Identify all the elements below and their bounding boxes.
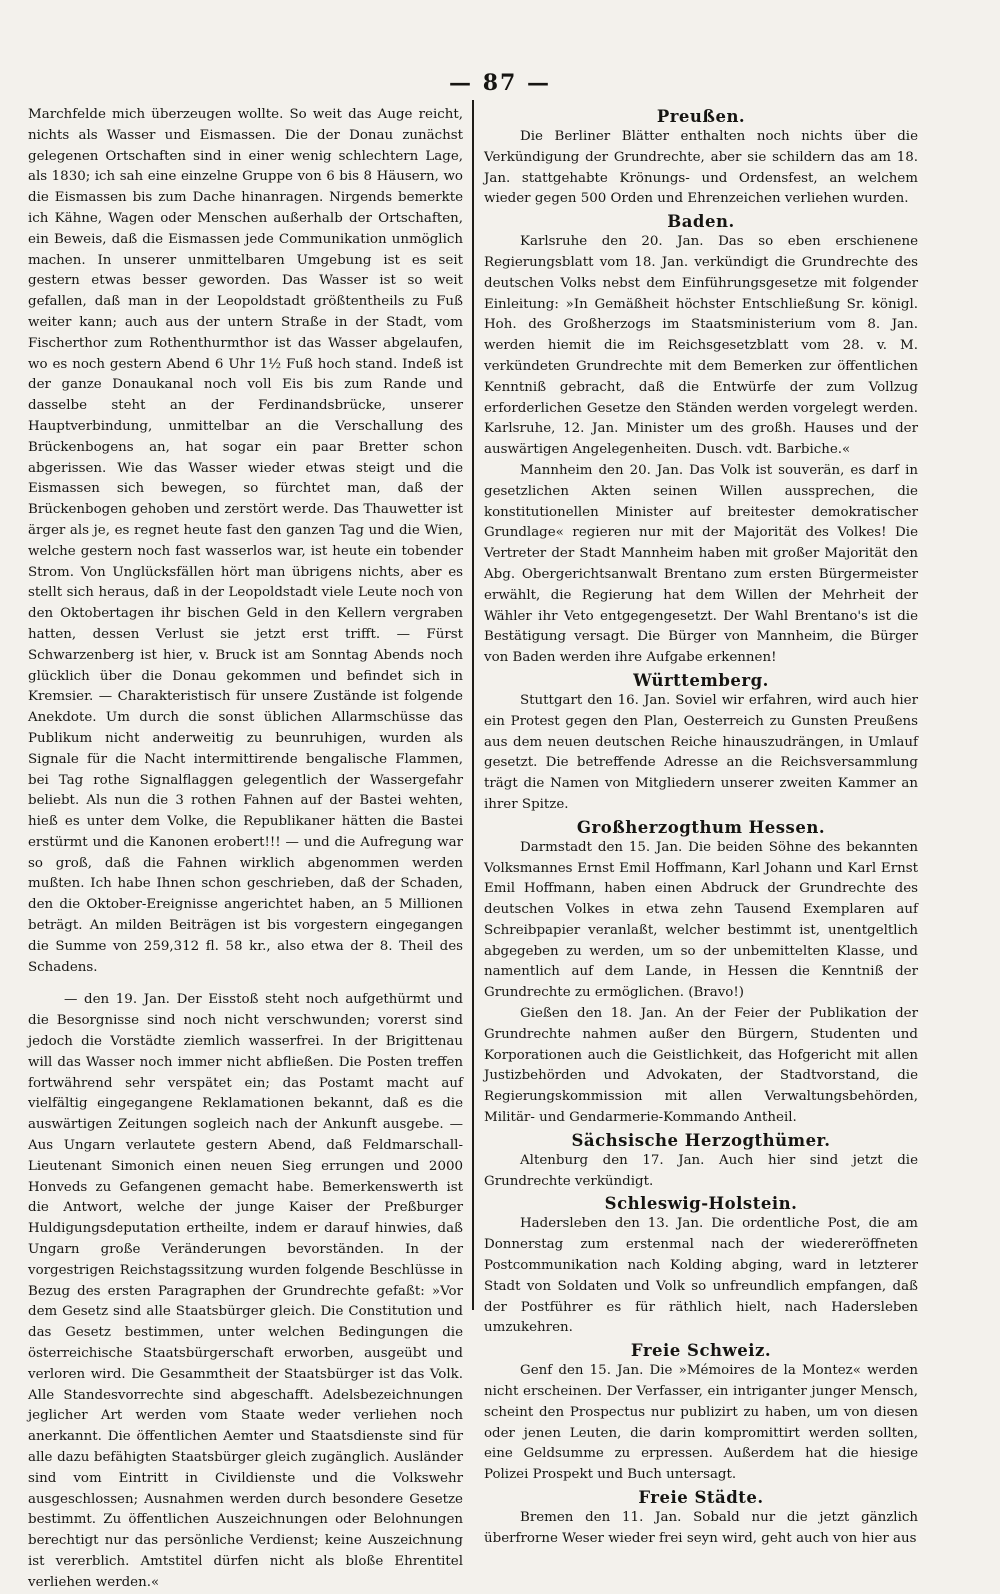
section-heading: Baden. [667,212,735,232]
page-number: — 87 — [449,70,551,96]
section-heading: Schleswig-Holstein. [604,1194,798,1214]
article-paragraph: Gießen den 18. Jan. An der Feier der Publikation der Grundrechte nahmen außer den Bürgern, Studenten und Korporationen auch die Geistlichkeit, das Hofgericht mit allen Justizbehörden und Advokaten, der Stadtvorstand, die Regierungskommission mit allen Verwaltungsbehörden, Militär- und Gendarmerie-Kommando Antheil. [484,1006,918,1126]
section-heading: Freie Schweiz. [630,1341,772,1361]
article-paragraph: Karlsruhe den 20. Jan. Das so eben erschienene Regierungsblatt vom 18. Jan. verkündigt die Grundrechte des deutschen Volks nebst dem Einführungsgesetze mit folgender Einleitung: »In Gemäßheit höchster Entschließung Sr. königl. Hoh. des Großherzogs im Staatsministerium vom 8. Jan. werden hiemit die im Reichsgesetzblatt vom 28. v. M. verkündeten Grundrechte mit dem Bemerken zur öffentlichen Kenntniß gebracht, daß die Entwürfe der zum Vollzug erforderlichen Gesetze den Ständen werden vorgelegt werden. Karlsruhe, 12. Jan. Minister um des großh. Hauses und der auswärtigen Angelegenheiten. Dusch. vdt. Barbiche.« [484,234,918,458]
article-paragraph: Stuttgart den 16. Jan. Soviel wir erfahren, wird auch hier ein Protest gegen den Plan, Oesterreich zu Gunsten Preußens aus dem neuen deutschen Reiche hinauszudrängen, in Umlauf gesetzt. Die betreffende Adresse an die Reichsversammlung trägt die Namen von Mitgliedern unserer zweiten Kammer an ihrer Spitze. [484,692,918,812]
article-paragraph: Darmstadt den 15. Jan. Die beiden Söhne des bekannten Volksmannes Ernst Emil Hoffmann, Karl Johann und Karl Ernst Emil Hoffmann, haben einen Abdruck der Grundrechte des deutschen Volkes in etwa zehn Tausend Exemplaren auf Schreibpapier veranlaßt, welcher bestimmt ist, unentgeltlich abgegeben zu werden, um so der unbemittelten Klasse, und namentlich auf dem Lande, in Hessen die Kenntniß der Grundrechte zu ermöglichen. (Bravo!) [484,839,918,1001]
article-paragraph: Die Berliner Blätter enthalten noch nichts über die Verkündigung der Grundrechte, aber sie schildern das am 18. Jan. stattgehabte Krönungs- und Ordensfest, an welchem wieder gegen 500 Orden und Ehrenzeichen verliehen wurden. [484,129,918,207]
article-paragraph: Altenburg den 17. Jan. Auch hier sind jetzt die Grundrechte verkündigt. [484,1152,918,1189]
left-column [28,105,463,1590]
article-paragraph: Genf den 15. Jan. Die »Mémoires de la Montez« werden nicht erscheinen. Der Verfasser, ein intriganter junger Mensch, scheint den Prospectus nur publizirt zu haben, um von diesen oder jenen Leuten, die darin kompromittirt werden sollten, eine Geldsumme zu erpressen. Außerdem hat die hiesige Polizei Prospekt und Buch untersagt. [484,1363,918,1483]
right-column [484,105,918,1546]
article-paragraph: Mannheim den 20. Jan. Das Volk ist souverän, es darf in gesetzlichen Akten seinen Willen aussprechen, die konstitutionellen Minister auf breitester demokratischer Grundlage« regieren nur mit der Majorität des Volkes! Die Vertreter der Stadt Mannheim haben mit großer Majorität den Abg. Obergerichtsanwalt Brentano zum ersten Bürgermeister erwählt, die Regierung hat dem Willen der Mehrheit der Wähler ihr Veto entgegengesetzt. Der Wahl Brentano's ist die Bestätigung versagt. Die Bürger von Mannheim, die Bürger von Baden werden ihre Aufgabe erkennen! [484,462,918,666]
column-divider [472,100,474,1310]
paragraph-gap [28,978,463,990]
section-heading: Württemberg. [633,670,769,690]
article-paragraph: — den 19. Jan. Der Eisstoß steht noch aufgethürmt und die Besorgnisse sind noch nicht verschwunden; vorerst sind jedoch die Vorstädte ziemlich wasserfrei. In der Brigittenau will das Wasser noch immer nicht abfließen. Die Posten treffen fortwährend sehr verspätet ein; das Postamt macht auf vielfältig eingegangene Reklamationen bekannt, daß es die auswärtigen Zeitungen sogleich nach der Ankunft ausgebe. — Aus Ungarn verlautete gestern Abend, daß Feldmarschall-Lieutenant Simonich einen neuen Sieg errungen und 2000 Honveds zu Gefangenen gemacht habe. Bemerkenswerth ist die Antwort, welche der junge Kaiser der Preßburger Huldigungsdeputation ertheilte, indem er darauf hinwies, daß Ungarn große Veränderungen bevorständen. In der vorgestrigen Reichstagssitzung wurden folgende Beschlüsse in Bezug des ersten Paragraphen der Grundrechte gefaßt: »Vor dem Gesetz sind alle Staatsbürger gleich. Die Constitution und das Gesetz bestimmen, unter welchen Bedingungen die österreichische Staatsbürgerschaft erworben, ausgeübt und verloren wird. Die Gesammtheit der Staatsbürger ist das Volk. Alle Standesvorrechte sind abgeschafft. Adelsbezeichnungen jeglicher Art werden vom Staate weder verliehen noch anerkannt. Die öffentlichen Aemter und Staatsdienste sind für alle dazu befähigten Staatsbürger gleich zugänglich. Ausländer sind vom Eintritt in Civildienste und die Volkswehr ausgeschlossen; Ausnahmen werden durch besondere Gesetze bestimmt. Zu öffentlichen Auszeichnungen oder Belohnungen berechtigt nur das persönliche Verdienst; keine Auszeichnung ist vererblich. Amtstitel dürfen nicht als bloße Ehrentitel verliehen werden.« [28,992,463,1590]
article-paragraph: Bremen den 11. Jan. Sobald nur die jetzt gänzlich überfrorne Weser wieder frei seyn wird, geht auch von hier aus [484,1510,918,1546]
section-heading: Sächsische Herzogthümer. [571,1130,831,1150]
section-heading: Großherzogthum Hessen. [576,817,826,837]
section-heading: Freie Städte. [638,1488,764,1508]
article-paragraph: Hadersleben den 13. Jan. Die ordentliche Post, die am Donnerstag zum erstenmal nach der wiedereröffneten Postcommunikation nach Kolding abging, ward in letzterer Stadt von Soldaten und Volk so unfreundlich empfangen, daß der Postführer es für räthlich hielt, nach Hadersleben umzukehren. [484,1216,918,1336]
article-paragraph: Marchfelde mich überzeugen wollte. So weit das Auge reicht, nichts als Wasser und Eismassen. Die der Donau zunächst gelegenen Ortschaften sind in einer wenig schlechtern Lage, als 1830; ich sah eine einzelne Gruppe von 6 bis 8 Häusern, wo die Eismassen bis zum Dache hinanragen. Nirgends bemerkte ich Kähne, Wagen oder Menschen außerhalb der Ortschaften, ein Beweis, daß die Eismassen jede Communikation unmöglich machen. In unserer unmittelbaren Umgebung ist es seit gestern etwas besser geworden. Das Wasser ist so weit gefallen, daß man in der Leopoldstadt größtentheils zu Fuß weiter kann; auch aus der untern Straße in der Stadt, vom Fischerthor zum Rothenthurmthor ist das Wasser abgelaufen, wo es noch gestern Abend 6 Uhr 1½ Fuß hoch stand. Indeß ist der ganze Donaukanal noch voll Eis bis zum Rande und dasselbe steht an der Ferdinandsbrücke, unserer Hauptverbindung, unmittelbar an die Verschallung des Brückenbogens an, hat sogar ein paar Bretter schon abgerissen. Wie das Wasser wieder etwas steigt und die Eismassen sich bewegen, so fürchtet man, daß der Brückenbogen gehoben und zerstört werde. Das Thauwetter ist ärger als je, es regnet heute fast den ganzen Tag und die Wien, welche gestern noch fast wasserlos war, ist heute ein tobender Strom. Von Unglücksfällen hört man übrigens nichts, aber es stellt sich heraus, daß in der Leopoldstadt viele Leute noch von den Oktobertagen ihr bischen Geld in den Kellern vergraben hatten, dessen Verlust sie jetzt erst trifft. — Fürst Schwarzenberg ist hier, v. Bruck ist am Sonntag Abends noch glücklich über die Donau gekommen und befindet sich in Kremsier. — Charakteristisch für unsere Zustände ist folgende Anekdote. Um durch die sonst üblichen Allarmschüsse das Publikum nicht anderweitig zu beunruhigen, wurden als Signale für die Nacht intermittirende bengalische Flammen, bei Tag rothe Signalflaggen gelegentlich der Wassergefahr beliebt. Als nun die 3 rothen Fahnen auf der Bastei wehten, hieß es unter dem Volke, die Republikaner hätten die Bastei erstürmt und die Kanonen erobert!!! — und die Aufregung war so groß, daß die Fahnen wirklich abgenommen werden mußten. Ich habe Ihnen schon geschrieben, daß der Schaden, den die Oktober-Ereignisse angerichtet haben, an 5 Millionen beträgt. An milden Beiträgen ist bis vorgestern eingegangen die Summe von 259,312 fl. 58 kr., also etwa der 8. Theil des Schadens. [28,107,463,975]
section-heading: Preußen. [656,107,746,126]
